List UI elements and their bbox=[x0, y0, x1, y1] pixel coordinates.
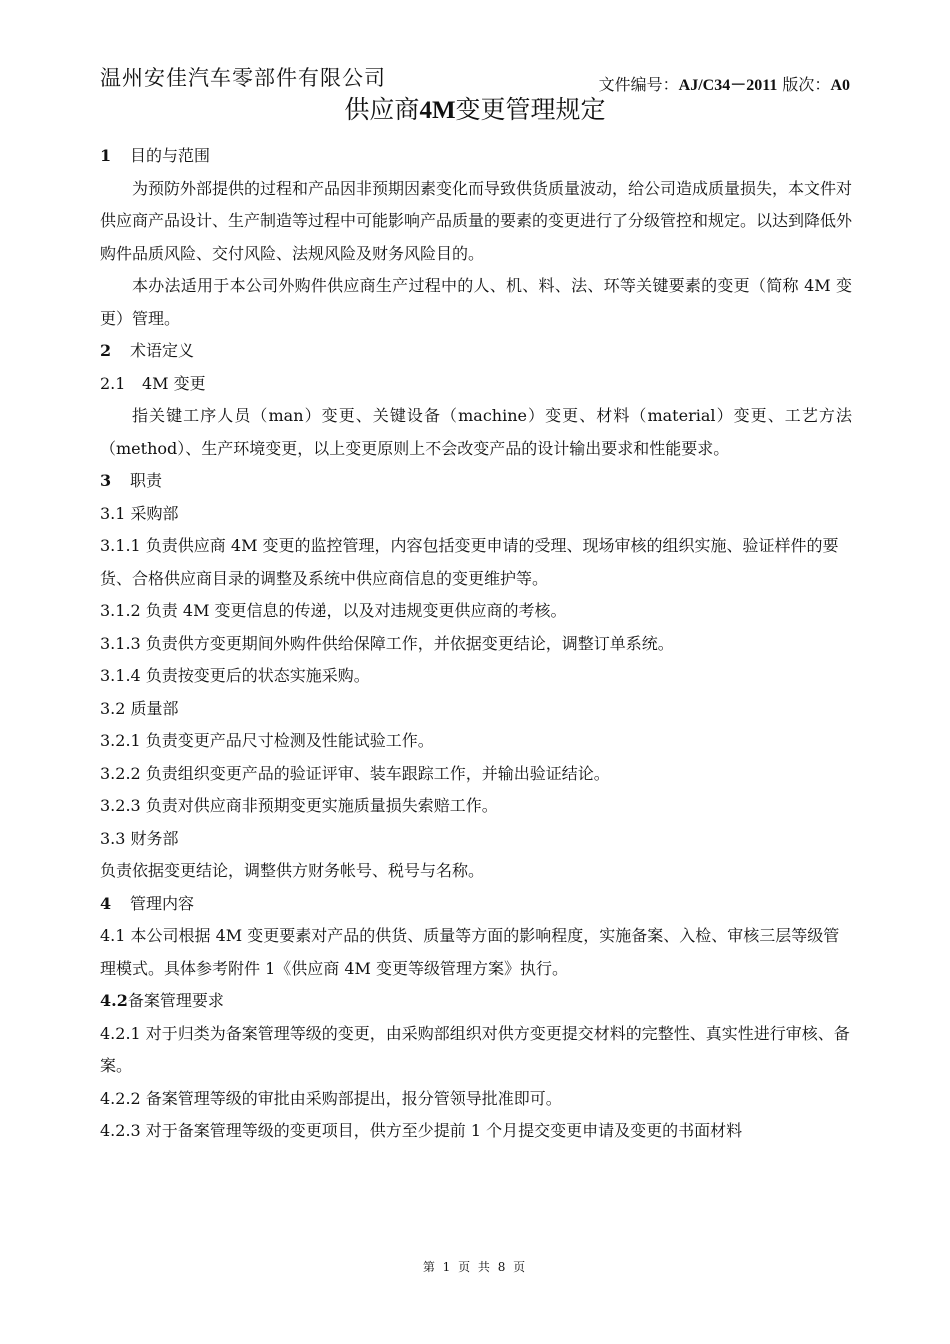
list-item: 3.2.3 负责对供应商非预期变更实施质量损失索赔工作。 bbox=[100, 796, 498, 815]
doc-no-label: 文件编号： bbox=[598, 75, 679, 94]
page-number: 第 1 页 共 8 页 bbox=[422, 1260, 528, 1274]
section-heading: 4 管理内容 bbox=[100, 893, 195, 913]
section-heading: 1 目的与范围 bbox=[100, 146, 211, 165]
list-item: 3.1.2 负责 4M 变更信息的传递，以及对违规变更供应商的考核。 bbox=[100, 601, 567, 620]
list-item: 3.2.1 负责变更产品尺寸检测及性能试验工作。 bbox=[100, 731, 434, 750]
document-title: 供应商4M变更管理规定 bbox=[344, 95, 606, 124]
doc-no-value: AJ/C34－2011 bbox=[678, 77, 778, 94]
paragraph: 为预防外部提供的过程和产品因非预期因素变化而导致供货质量波动，给公司造成质量损失，本文件对供应商产品设计、生产制造等过程中可能影响产品质量的要素的变更进行了分级管控和规定。以达到降低外购件品质风险、交付风险、法规风险及财务风险目的。 bbox=[100, 178, 853, 263]
document-body bbox=[100, 140, 852, 1148]
subsection-heading: 3.2 质量部 bbox=[100, 698, 179, 718]
list-item: 4.2.3 对于备案管理等级的变更项目，供方至少提前 1 个月提交变更申请及变更的书面材料 bbox=[100, 1121, 743, 1140]
list-item: 3.1.3 负责供方变更期间外购件供给保障工作，并依据变更结论，调整订单系统。 bbox=[100, 633, 674, 653]
subsection-heading: 3.1 采购部 bbox=[100, 503, 179, 523]
subsection-heading: 3.3 财务部 bbox=[100, 828, 179, 848]
list-item: 3.1.4 负责按变更后的状态实施采购。 bbox=[100, 666, 370, 685]
company-name: 温州安佳汽车零部件有限公司 bbox=[100, 66, 386, 90]
list-item: 负责依据变更结论，调整供方财务帐号、税号与名称。 bbox=[100, 861, 485, 880]
list-item: 3.2.2 负责组织变更产品的验证评审、装车跟踪工作，并输出验证结论。 bbox=[100, 763, 610, 783]
list-item: 4.1 本公司根据 4M 变更要素对产品的供货、质量等方面的影响程度，实施备案、入检、审核三层等级管理模式。具体参考附件 1《供应商 4M 变更等级管理方案》执行。 bbox=[100, 926, 840, 978]
paragraph: 本办法适用于本公司外购件供应商生产过程中的人、机、料、法、环等关键要素的变更（简称 4M 变更）管理。 bbox=[100, 276, 852, 328]
section-heading: 2 术语定义 bbox=[100, 341, 195, 360]
list-item: 4.2.2 备案管理等级的审批由采购部提出，报分管领导批准即可。 bbox=[100, 1088, 562, 1108]
subsection-heading: 2.1 4M 变更 bbox=[100, 373, 206, 393]
list-item: 3.1.1 负责供应商 4M 变更的监控管理，内容包括变更申请的受理、现场审核的组织实施、验证样件的要货、合格供应商目录的调整及系统中供应商信息的变更维护等。 bbox=[100, 536, 839, 588]
section-heading: 3 职责 bbox=[100, 471, 163, 490]
paragraph: 指关键工序人员（man）变更、关键设备（machine）变更、材料（material）变更、工艺方法（method）、生产环境变更，以上变更原则上不会改变产品的设计输出要求和性能要求。 bbox=[100, 406, 852, 458]
subsection-heading: 4.2备案管理要求 bbox=[100, 991, 224, 1010]
version-value: A0 bbox=[830, 77, 850, 94]
version-label: 版次： bbox=[782, 75, 831, 94]
list-item: 4.2.1 对于归类为备案管理等级的变更，由采购部组织对供方变更提交材料的完整性、真实性进行审核、备案。 bbox=[100, 1023, 850, 1075]
